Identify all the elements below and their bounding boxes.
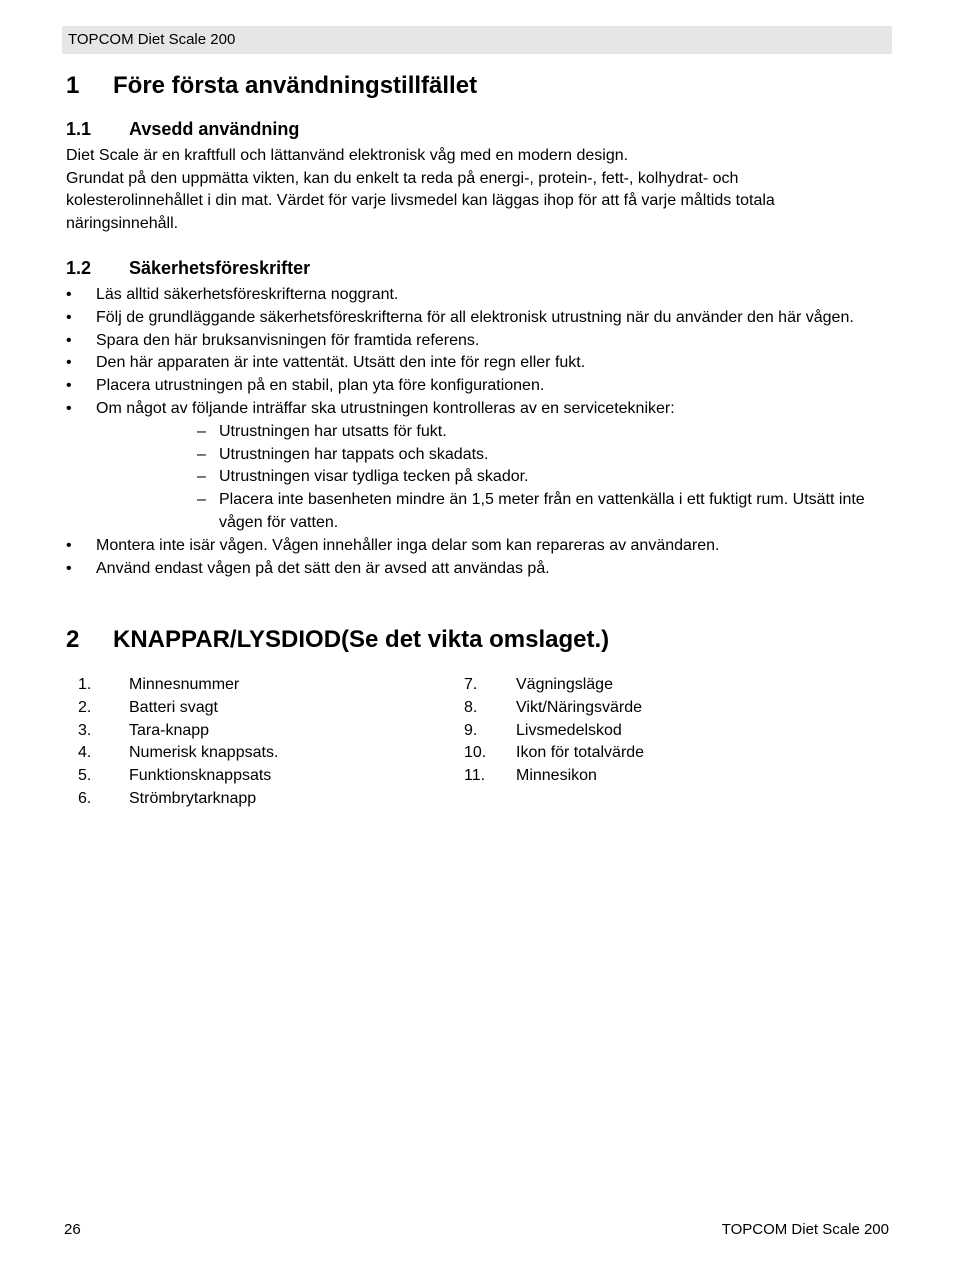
item-label: Minnesikon (516, 767, 597, 785)
list-item (66, 558, 886, 581)
item-label: Vägningsläge (516, 676, 613, 693)
list-item (66, 398, 886, 421)
subsection-1-1-number: 1.1 (66, 119, 92, 139)
section-2-number: 2 (66, 626, 80, 653)
section-2-title: KNAPPAR/LYSDIOD(Se det vikta omslaget.) (113, 626, 610, 653)
bullet-text: Om något av följande inträffar ska utrustningen kontrolleras av en servicetekniker: (96, 399, 675, 417)
item-label: Vikt/Näringsvärde (516, 698, 642, 716)
list-item (66, 330, 886, 353)
item-number: 7. (464, 676, 478, 693)
sub-list-item (197, 489, 886, 535)
subsection-1-2-title: Säkerhetsföreskrifter (129, 258, 311, 278)
paragraph-line: Diet Scale är en kraftfull och lättanvänd elektronisk våg med en modern design. (66, 147, 629, 164)
section-1-number: 1 (66, 72, 80, 99)
footer-product: TOPCOM Diet Scale 200 (721, 1221, 889, 1238)
bullet-icon: • (66, 286, 72, 303)
bullet-text: Den här apparaten är inte vattentät. Utsätt den inte för regn eller fukt. (96, 354, 586, 372)
list-item (66, 284, 886, 307)
item-number: 11. (464, 767, 486, 785)
section-1-title: Före första användningstillfället (113, 72, 478, 99)
bullet-icon: • (66, 308, 72, 326)
item-number: 10. (464, 744, 487, 762)
item-label: Tara-knapp (129, 721, 210, 739)
list-item (66, 307, 886, 330)
header-title: TOPCOM Diet Scale 200 (68, 31, 236, 48)
item-number: 6. (78, 789, 92, 807)
bullet-text: Följ de grundläggande säkerhetsföreskrifterna för all elektronisk utrustning när du använder den här vågen. (96, 308, 854, 326)
dash-icon: – (197, 468, 206, 486)
item-number: 5. (78, 767, 92, 785)
bullet-icon: • (66, 536, 72, 554)
paragraph-line: näringsinnehåll. (66, 214, 179, 232)
paragraph-line: kolesterolinnehållet i din mat. Värdet för varje livsmedel kan läggas ihop för att få varje måltids totala (66, 192, 775, 209)
page-header (62, 26, 892, 54)
list-item (66, 535, 886, 558)
bullet-text: Använd endast vågen på det sätt den är avsed att användas på. (96, 559, 550, 577)
sub-bullet-text: Placera inte basenheten mindre än 1,5 meter från en vattenkälla i ett fuktigt rum. Utsätt inte vågen för vatten. (219, 491, 865, 531)
bullet-icon: • (66, 331, 72, 349)
item-label: Numerisk knappsats. (129, 744, 279, 762)
subsection-1-1-title: Avsedd användning (129, 119, 300, 139)
list-item (66, 352, 886, 375)
bullet-icon: • (66, 559, 72, 577)
bullet-text: Läs alltid säkerhetsföreskrifterna noggrant. (96, 286, 399, 303)
dash-icon: – (197, 422, 206, 440)
sub-list-item (197, 421, 886, 444)
bullet-icon: • (66, 399, 72, 417)
paragraph-line: Grundat på den uppmätta vikten, kan du enkelt ta reda på energi-, protein-, fett-, kolhydrat- och (66, 169, 739, 187)
safety-bullet-list (66, 284, 886, 580)
dash-icon: – (197, 491, 206, 509)
bullet-icon: • (66, 377, 72, 395)
bullet-icon: • (66, 354, 72, 372)
dash-icon: – (197, 445, 206, 463)
item-label: Livsmedelskod (516, 721, 622, 739)
sub-list-item (197, 466, 886, 489)
item-number: 9. (464, 721, 478, 739)
item-label: Ikon för totalvärde (516, 744, 645, 762)
item-number: 2. (78, 698, 92, 716)
sub-list-item (197, 444, 886, 467)
item-number: 3. (78, 721, 92, 739)
bullet-text: Spara den här bruksanvisningen för framtida referens. (96, 331, 480, 349)
subsection-1-2-number: 1.2 (66, 258, 92, 278)
list-item (66, 375, 886, 398)
sub-bullet-text: Utrustningen har utsatts för fukt. (219, 422, 447, 440)
item-label: Batteri svagt (129, 698, 218, 716)
bullet-text: Placera utrustningen på en stabil, plan yta före konfigurationen. (96, 377, 545, 395)
sub-bullet-text: Utrustningen visar tydliga tecken på skador. (219, 468, 529, 486)
intended-use-paragraph (66, 145, 775, 235)
sub-bullet-text: Utrustningen har tappats och skadats. (219, 445, 489, 463)
item-number: 8. (464, 698, 478, 716)
sub-bullet-list (197, 421, 886, 535)
item-label: Strömbrytarknapp (129, 789, 257, 807)
item-label: Funktionsknappsats (129, 767, 272, 785)
page-number: 26 (64, 1221, 81, 1238)
bullet-text: Montera inte isär vågen. Vågen innehåller inga delar som kan repareras av användaren. (96, 536, 720, 554)
item-number: 4. (78, 744, 92, 762)
item-number: 1. (78, 676, 92, 693)
item-label: Minnesnummer (129, 676, 240, 693)
